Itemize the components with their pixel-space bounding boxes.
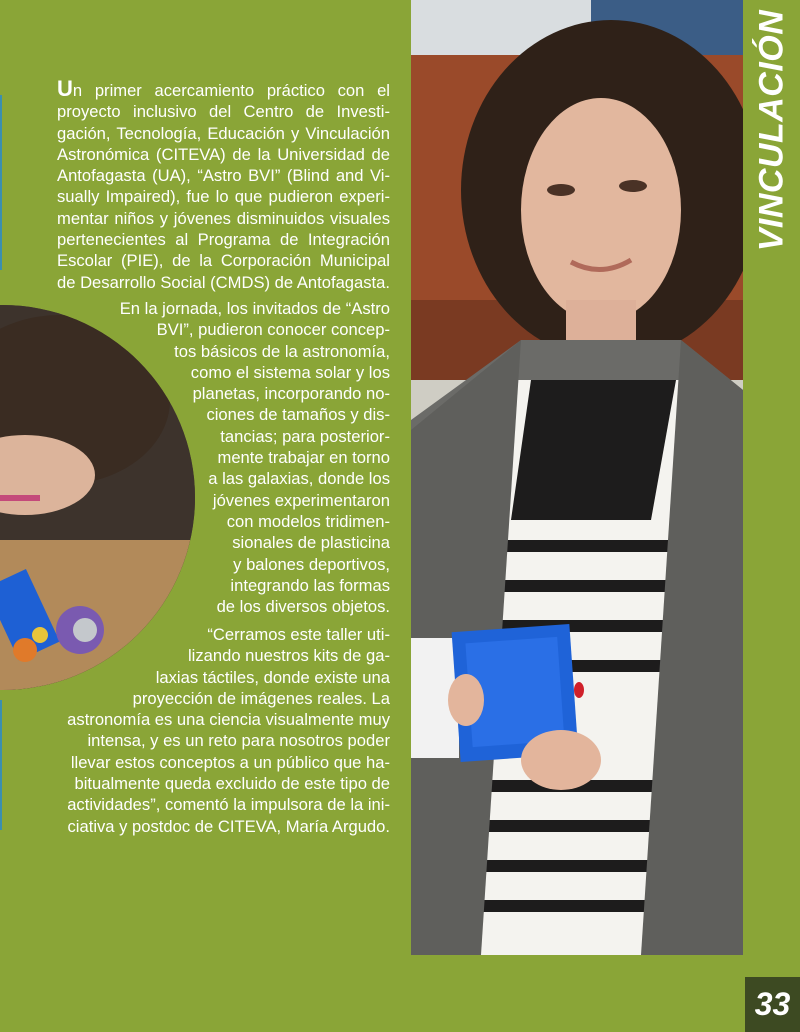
page-number: 33	[745, 977, 800, 1032]
paragraph-quote-line-8: bitualmente queda excluido de este tipo de	[74, 774, 390, 794]
section-label-text: VINCULACIÓN	[752, 9, 791, 251]
paragraph-intro-line-8: pertenecientes al Programa de Integración	[57, 230, 390, 250]
paragraph-intro-line-1: Un primer acercamiento práctico con el	[57, 76, 390, 101]
paragraph-quote-line-6: intensa, y es un reto para nosotros poder	[87, 731, 390, 751]
paragraph-intro-line-3: gación, Tecnología, Educación y Vinculación	[57, 123, 390, 143]
paragraph-quote-line-3: laxias táctiles, donde existe una	[155, 667, 390, 687]
paragraph-jornada	[85, 298, 390, 617]
paragraph-jornada-line-4: como el sistema solar y los	[190, 362, 390, 382]
paragraph-jornada-line-9: a las galaxias, donde los	[208, 469, 390, 489]
paragraph-jornada-line-7: tancias; para posterior-	[220, 426, 390, 446]
paragraph-jornada-line-2: BVI”, pudieron conocer concep-	[156, 320, 390, 340]
paragraph-jornada-line-1: En la jornada, los invitados de “Astro	[119, 299, 390, 318]
paragraph-jornada-line-11: con modelos tridimen-	[226, 511, 390, 531]
paragraph-quote-line-5: astronomía es una ciencia visualmente muy	[67, 710, 390, 730]
paragraph-jornada-line-5: planetas, incorporando no-	[192, 384, 390, 404]
section-label	[743, 0, 800, 260]
paragraph-jornada-line-10: jóvenes experimentaron	[212, 490, 390, 510]
paragraph-quote	[50, 624, 390, 837]
paragraph-jornada-line-3: tos básicos de la astronomía,	[174, 341, 390, 361]
paragraph-quote-line-10: ciativa y postdoc de CITEVA, María Argudo.	[67, 816, 390, 836]
paragraph-intro-line-9: Escolar (PIE), de la Corporación Municipal	[57, 251, 390, 271]
paragraph-quote-line-7: llevar estos conceptos a un público que ha-	[70, 752, 390, 772]
portrait-photo	[411, 0, 743, 955]
drop-cap: U	[57, 76, 73, 101]
edge-accent-bottom	[0, 700, 2, 830]
paragraph-quote-line-1: “Cerramos este taller uti-	[207, 625, 390, 644]
paragraph-intro-line-5: Antofagasta (UA), “Astro BVI” (Blind and Vi-	[57, 166, 390, 186]
paragraph-jornada-line-6: ciones de tamaños y dis-	[206, 405, 390, 425]
paragraph-intro-line-6: sually Impaired), fue lo que pudieron experi-	[57, 187, 390, 207]
paragraph-intro-line-4: Astronómica (CITEVA) de la Universidad de	[57, 144, 390, 164]
paragraph-quote-line-2: lizando nuestros kits de ga-	[187, 646, 390, 666]
paragraph-intro-line-10: de Desarrollo Social (CMDS) de Antofagasta.	[57, 272, 390, 292]
edge-accent-top	[0, 95, 2, 270]
paragraph-intro	[57, 78, 390, 293]
paragraph-jornada-line-14: integrando las formas	[230, 575, 390, 595]
paragraph-jornada-line-12: sionales de plasticina	[232, 533, 390, 553]
paragraph-quote-line-4: proyección de imágenes reales. La	[132, 688, 390, 708]
paragraph-intro-line-7: mentar niños y jóvenes disminuidos visuales	[57, 208, 390, 228]
paragraph-quote-line-9: actividades”, comentó la impulsora de la ini-	[67, 795, 390, 815]
paragraph-jornada-line-15: de los diversos objetos.	[216, 597, 390, 617]
paragraph-intro-line-2: proyecto inclusivo del Centro de Investi-	[57, 102, 390, 122]
paragraph-jornada-line-8: mente trabajar en torno	[217, 448, 390, 468]
paragraph-jornada-line-13: y balones deportivos,	[233, 554, 390, 574]
